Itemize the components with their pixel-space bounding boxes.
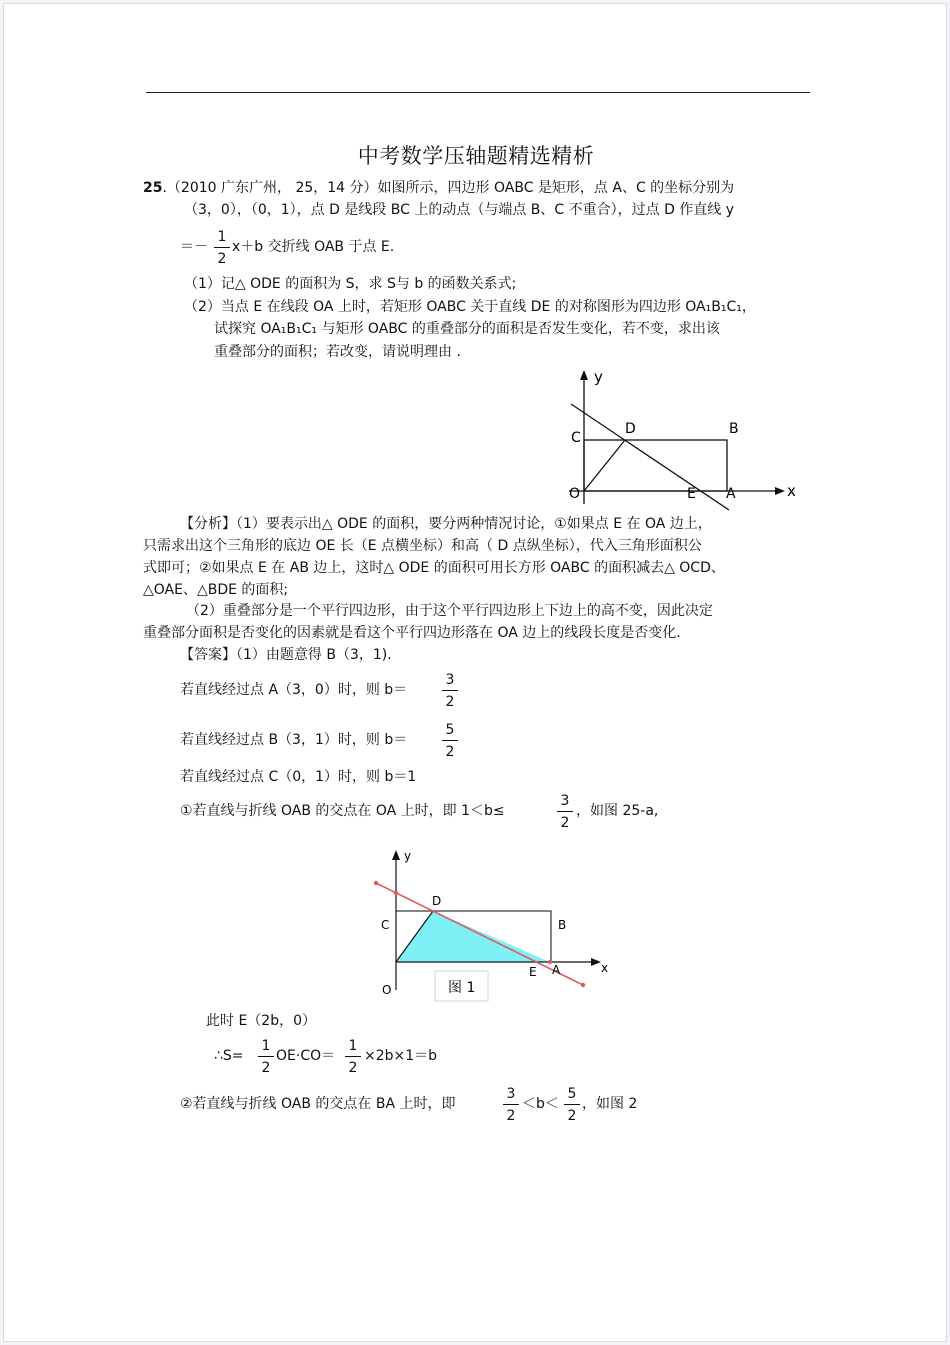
figure2-label-b: B bbox=[558, 918, 567, 932]
figure2-label-o: O bbox=[382, 983, 392, 997]
answer-s-prefix: ∴S= bbox=[214, 1048, 244, 1064]
shaded-triangle-ode bbox=[396, 911, 550, 962]
analysis-line-4: △OAE、△BDE 的面积; bbox=[143, 582, 289, 598]
analysis-line-5: （2）重叠部分是一个平行四边形，由于这个平行四边形上下边上的高不变，因此决定 bbox=[186, 603, 713, 619]
figure1-label-o: O bbox=[569, 486, 581, 502]
answer-e-point: 此时 E（2b，0） bbox=[206, 1013, 316, 1029]
problem-line-2: （3，0），（0，1），点 D 是线段 BC 上的动点（与端点 B、C 不重合），过点 D 作直线 y bbox=[184, 202, 735, 218]
answer-case-2-prefix: ②若直线与折线 OAB 的交点在 BA 上时，即 bbox=[180, 1096, 456, 1112]
analysis-line-6: 重叠部分面积是否变化的因素就是看这个平行四边形落在 OA 边上的线段长度是否变化. bbox=[143, 625, 681, 641]
answer-case-2-middle: ＜b＜ bbox=[522, 1096, 559, 1112]
answer-case-a: 若直线经过点 A（3，0）时，则 b＝ bbox=[180, 682, 408, 698]
answer-case-1-prefix: ①若直线与折线 OAB 的交点在 OA 上时，即 1＜b≤ bbox=[180, 803, 505, 819]
question-2-line-2: 试探究 OA₁B₁C₁ 与矩形 OABC 的重叠部分的面积是否发生变化，若不变，求出该 bbox=[214, 321, 720, 337]
answer-case-2-suffix: ，如图 2 bbox=[582, 1096, 638, 1112]
problem-number: 25 bbox=[143, 180, 163, 196]
question-1: （1）记△ ODE 的面积为 S，求 S与 b 的函数关系式; bbox=[184, 276, 517, 292]
question-2-line-1: （2）当点 E 在线段 OA 上时，若矩形 OABC 关于直线 DE 的对称图形为四边形 OA₁B₁C₁， bbox=[184, 299, 756, 315]
fraction-case2-five-halves: 5 2 bbox=[564, 1086, 580, 1124]
figure-2-diagram bbox=[369, 844, 619, 1004]
figure1-label-d: D bbox=[625, 421, 636, 437]
figure2-label-y: y bbox=[404, 849, 412, 863]
document-page bbox=[3, 3, 947, 1342]
answer-case-c: 若直线经过点 C（0，1）时，则 b＝1 bbox=[180, 769, 417, 785]
answer-line-1: 【答案】（1）由题意得 B（3，1). bbox=[180, 647, 392, 663]
segment-od bbox=[584, 440, 625, 491]
fraction-s-one-half-2: 1 2 bbox=[345, 1038, 361, 1076]
figure1-label-b: B bbox=[729, 421, 739, 437]
answer-s-suffix: ×2b×1＝b bbox=[364, 1048, 438, 1064]
problem-line-3-suffix: x＋b 交折线 OAB 于点 E. bbox=[232, 239, 395, 255]
fraction-s-one-half-1: 1 2 bbox=[258, 1038, 274, 1076]
fig2-line-endpoint-left bbox=[374, 881, 378, 885]
analysis-line-2: 只需求出这个三角形的底边 OE 长（E 点横坐标）和高（ D 点纵坐标），代入三角形面积公 bbox=[143, 538, 702, 554]
fraction-one-half: 1 2 bbox=[214, 229, 230, 267]
answer-case-1-suffix: ，如图 25-a, bbox=[576, 803, 659, 819]
fraction-three-halves-a: 3 2 bbox=[442, 672, 458, 710]
figure1-label-a: A bbox=[726, 486, 736, 502]
fig2-x-axis-arrow bbox=[591, 958, 601, 966]
fraction-three-halves-case1: 3 2 bbox=[557, 793, 573, 831]
figure2-label-x: x bbox=[601, 961, 609, 975]
figure2-label-c: C bbox=[381, 918, 390, 932]
figure2-label-a: A bbox=[552, 963, 561, 977]
figure1-label-c: C bbox=[571, 430, 581, 446]
problem-line-1: 25.（2010 广东广州， 25，14 分）如图所示，四边形 OABC 是矩形，点 A、C 的坐标分别为 bbox=[143, 180, 735, 196]
x-axis-arrow bbox=[775, 487, 785, 495]
figure1-label-y: y bbox=[594, 368, 603, 386]
line-de bbox=[571, 404, 729, 510]
header-rule bbox=[146, 92, 810, 93]
figure-1-diagram bbox=[559, 364, 804, 514]
fraction-five-halves-b: 5 2 bbox=[442, 722, 458, 760]
fraction-case2-three-halves: 3 2 bbox=[503, 1086, 519, 1124]
figure2-label-d: D bbox=[432, 894, 442, 908]
figure2-label-e: E bbox=[529, 965, 537, 979]
page-title: 中考数学压轴题精选精析 bbox=[357, 144, 595, 168]
analysis-line-3: 式即可；②如果点 E 在 AB 边上，这时△ ODE 的面积可用长方形 OABC 的面积减去△ OCD、 bbox=[143, 560, 725, 576]
figure1-label-x: x bbox=[787, 482, 796, 500]
figure2-caption: 图 1 bbox=[448, 980, 476, 996]
analysis-line-1: 【分析】（1）要表示出△ ODE 的面积，要分两种情况讨论，①如果点 E 在 OA 边上， bbox=[180, 516, 712, 532]
answer-case-b: 若直线经过点 B（3，1）时，则 b＝ bbox=[180, 732, 408, 748]
fig2-line-endpoint-right bbox=[581, 983, 585, 987]
fig2-y-intercept-point bbox=[394, 891, 398, 895]
question-2-line-3: 重叠部分的面积；若改变，请说明理由 . bbox=[214, 344, 461, 360]
rectangle-oabc bbox=[584, 440, 727, 491]
y-axis-arrow bbox=[580, 370, 588, 380]
figure1-label-e: E bbox=[687, 486, 696, 502]
fig2-y-axis-arrow bbox=[392, 850, 400, 860]
problem-line-3-prefix: ＝－ bbox=[180, 239, 208, 255]
answer-s-middle: OE·CO＝ bbox=[276, 1048, 336, 1064]
